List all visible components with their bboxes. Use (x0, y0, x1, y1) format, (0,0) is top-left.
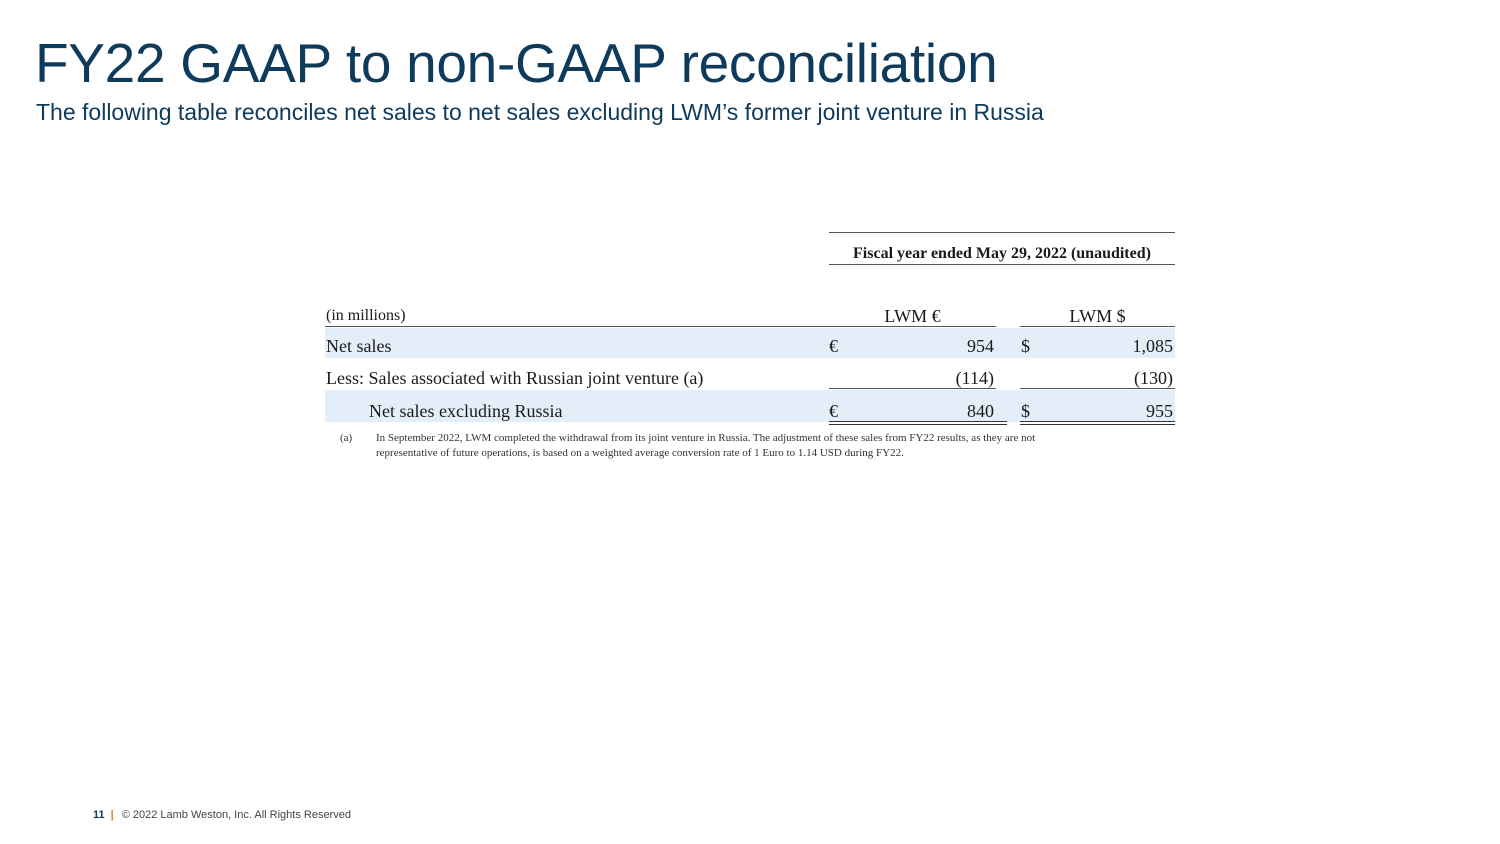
period-header-top-rule (829, 232, 1175, 233)
period-header: Fiscal year ended May 29, 2022 (unaudited) (853, 245, 1151, 262)
slide-subtitle: The following table reconciles net sales to net sales excluding LWM’s former joint venture in Russia (36, 99, 1044, 125)
period-header-bottom-rule (829, 264, 1175, 265)
footnote-line: representative of future operations, is based on a weighted average conversion rate of 1 Euro to 1.14 USD during FY22. (376, 447, 904, 459)
table-cell-eur: 840 (967, 401, 994, 421)
footer-separator: | (110, 809, 114, 821)
column-header-usd: LWM $ (1069, 306, 1126, 326)
slide-footer (93, 809, 351, 821)
total-double-rule-usd (1020, 421, 1175, 425)
currency-symbol-eur: € (829, 401, 838, 421)
page-number: 11 (93, 809, 105, 821)
table-row-label: Less: Sales associated with Russian joint venture (a) (326, 368, 704, 388)
copyright-notice: © 2022 Lamb Weston, Inc. All Rights Reserved (121, 809, 351, 821)
table-row-label: Net sales excluding Russia (369, 401, 563, 421)
table-cell-eur: 954 (967, 336, 994, 356)
header-rule-usd (1020, 326, 1175, 327)
table-cell-usd: (130) (1134, 368, 1173, 388)
subtotal-rule-eur (829, 388, 996, 389)
footnote-marker: (a) (340, 432, 353, 444)
row-highlight (325, 328, 1175, 358)
total-double-rule-eur (829, 421, 1007, 425)
table-cell-usd: 955 (1146, 401, 1173, 421)
subtotal-rule-usd (1020, 388, 1175, 389)
table-row-label: Net sales (326, 336, 392, 356)
column-header-eur: LWM € (884, 306, 941, 326)
table-cell-eur: (114) (955, 368, 994, 388)
footnote-line: In September 2022, LWM completed the withdrawal from its joint venture in Russia. The adjustment of these sales from FY22 results, as they are not (376, 432, 1036, 444)
slide-title: FY22 GAAP to non-GAAP reconciliation (35, 32, 998, 94)
units-label: (in millions) (326, 307, 406, 324)
table-cell-usd: 1,085 (1132, 336, 1173, 356)
header-rule-label (325, 326, 996, 327)
currency-symbol-usd: $ (1021, 336, 1030, 356)
currency-symbol-eur: € (829, 336, 838, 356)
currency-symbol-usd: $ (1021, 401, 1030, 421)
